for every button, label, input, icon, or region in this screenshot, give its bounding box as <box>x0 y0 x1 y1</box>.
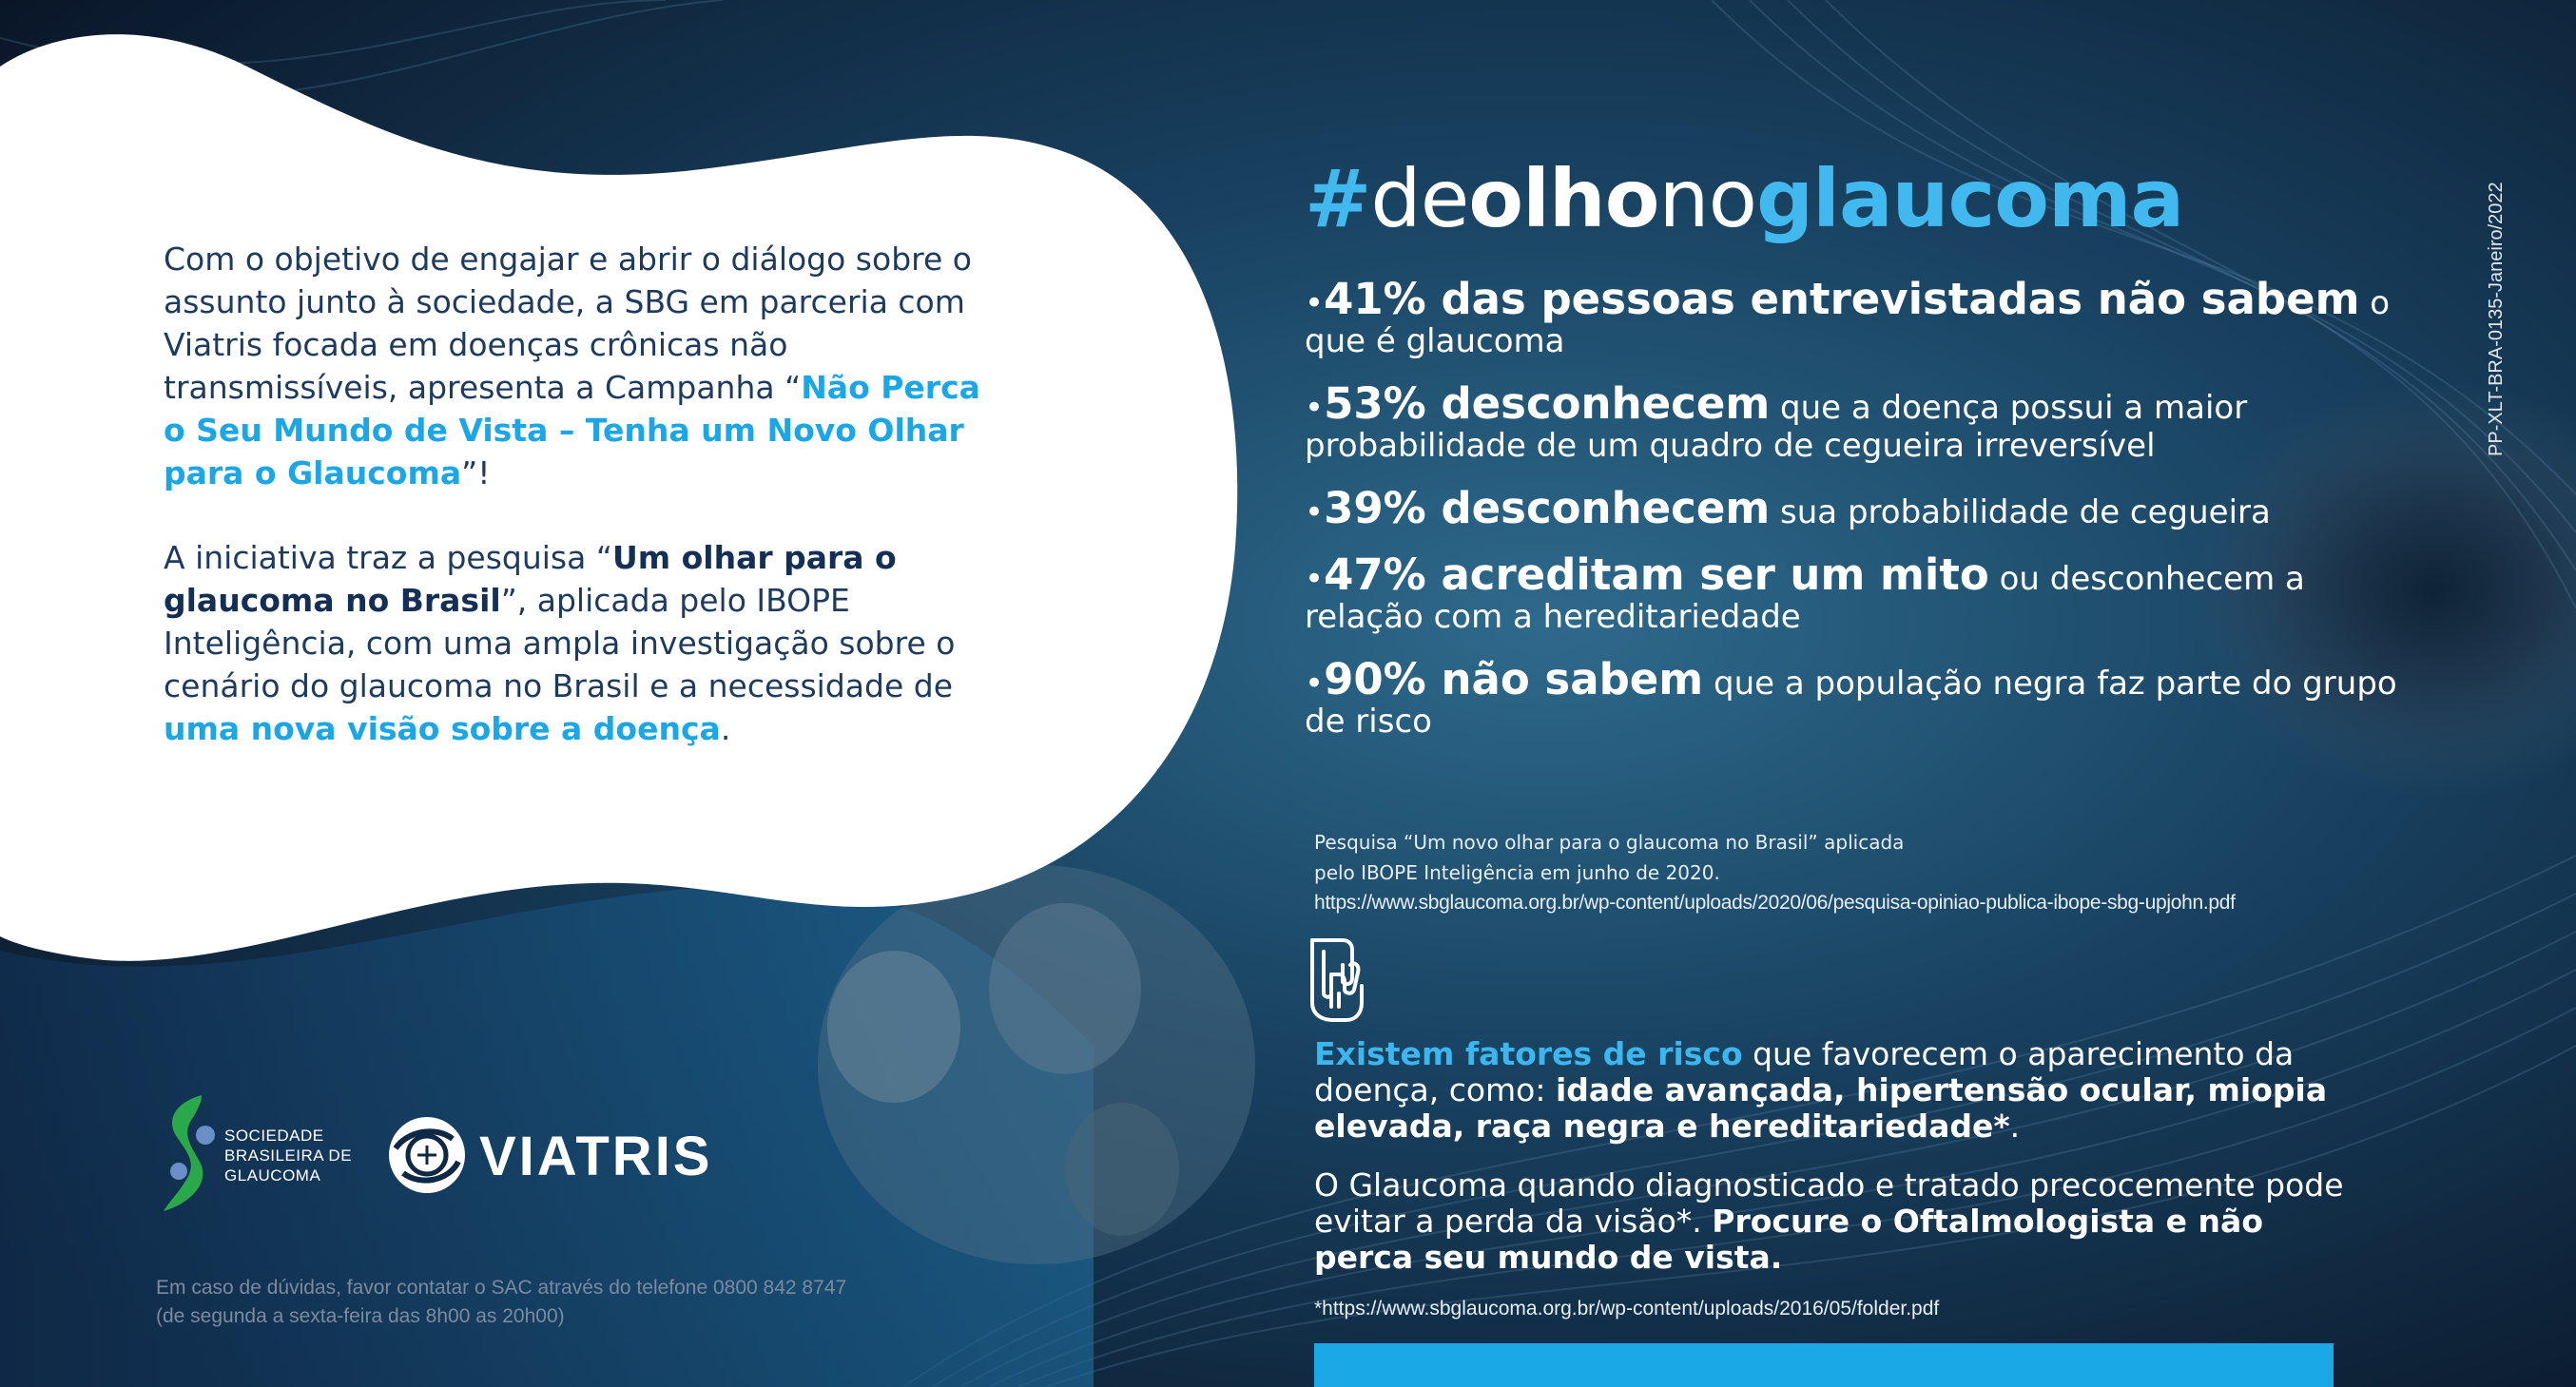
sac-contact: Em caso de dúvidas, favor contatar o SAC através do telefone 0800 842 8747 (de segunda a sexta-feira das 8h00 as 20h00) <box>156 1277 847 1327</box>
viatris-logo-icon <box>386 1114 468 1196</box>
campaign-hashtag: #deolhonoglaucoma <box>1305 152 2184 245</box>
intro-paragraph-2: A iniciativa traz a pesquisa “Um olhar para o glaucoma no Brasil”, aplicada pelo IBOPE Inteligência, com uma ampla investigação sobre o cenário do glaucoma no Brasil e a necessidade de uma nova visão sobre a doença. <box>164 539 956 747</box>
pointing-hand-icon <box>1305 936 1367 1024</box>
prevention-paragraph: O Glaucoma quando diagnosticado e tratado precocemente pode evitar a perda da visão*. Procure o Oftalmologista e não perca seu mundo de vista. <box>1314 1166 2344 1276</box>
stat-item: •47% acreditam ser um mito ou desconhecem a relação com a hereditariedade <box>1305 549 2305 636</box>
sbg-logo-text: SOCIEDADE BRASILEIRA DE GLAUCOMA <box>224 1127 353 1185</box>
survey-name: Um olhar para o glaucoma no Brasil <box>164 539 897 619</box>
intro-text <box>164 238 1000 792</box>
folder-link[interactable]: *https://www.sbglaucoma.org.br/wp-content/uploads/2016/05/folder.pdf <box>1314 1298 1940 1320</box>
survey-source-link[interactable]: https://www.sbglaucoma.org.br/wp-content/uploads/2020/06/pesquisa-opiniao-publica-ibope-sbg-upjohn.pdf <box>1314 892 2236 914</box>
stat-item: •39% desconhecem sua probabilidade de cegueira <box>1305 483 2271 533</box>
viatris-logo-text: VIATRIS <box>479 1126 713 1187</box>
survey-source: Pesquisa “Um novo olhar para o glaucoma no Brasil” aplicada pelo IBOPE Inteligência em junho de 2020. https://www.sbglaucoma.org.br/wp-content/uploads/2020/06/pesquisa-opiniao-publica-ibope-sbg-upjohn.pdf <box>1314 827 2265 918</box>
stat-item: •41% das pessoas entrevistadas não sabem o que é glaucoma <box>1305 274 2391 360</box>
intro-paragraph-1: Com o objetivo de engajar e abrir o diálogo sobre o assunto junto à sociedade, a SBG em parceria com Viatris focada em doenças crônicas não transmissíveis, apresenta a Campanha “Não Perca o Seu Mundo de Vista – Tenha um Novo Olhar para o Glaucoma”! <box>164 241 980 491</box>
new-vision-highlight: uma nova visão sobre a doença <box>164 710 721 747</box>
blue-footer-bar <box>1314 1343 2334 1387</box>
document-code: PP-XLT-BRA-0135-Janeiro/2022 <box>2486 182 2507 456</box>
sbg-logo-icon <box>156 1091 224 1217</box>
statistics-list <box>1305 274 2398 765</box>
stat-item: •90% não sabem que a população negra faz parte do grupo de risco <box>1305 654 2397 741</box>
risk-factors-paragraph: Existem fatores de risco que favorecem o aparecimento da doença, como: idade avançada, hipertensão ocular, miopia elevada, raça negra e hereditariedade*. <box>1314 1035 2328 1145</box>
stat-item: •53% desconhecem que a doença possui a maior probabilidade de um quadro de cegueira irreversível <box>1305 378 2248 465</box>
campaign-name: Não Perca o Seu Mundo de Vista – Tenha um Novo Olhar para o Glaucoma <box>164 369 980 491</box>
risk-factors <box>1314 1036 2351 1299</box>
